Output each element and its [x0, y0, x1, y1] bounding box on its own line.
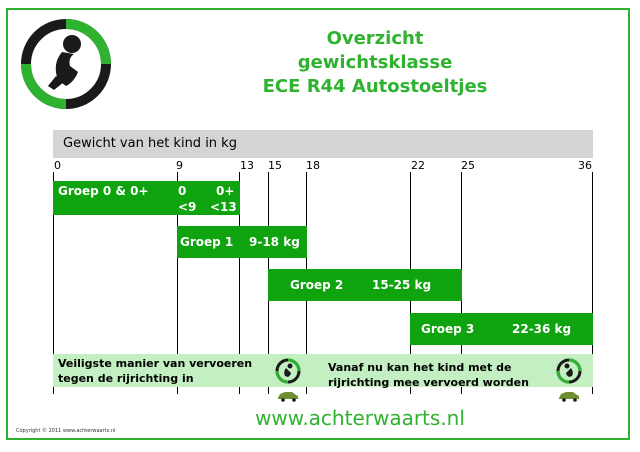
forward-facing-line-1: Vanaf nu kan het kind met de [328, 361, 512, 374]
website-url: www.achterwaarts.nl [255, 406, 465, 430]
group-1-bar [177, 226, 307, 258]
copyright-notice: Copyright © 2011 www.achterwaarts.nl [16, 428, 116, 434]
group-1-name: Groep 1 [180, 235, 234, 249]
group-0-a-top: 0 [178, 184, 187, 198]
tick-13: 13 [240, 159, 254, 172]
group-0-bar [53, 181, 240, 215]
group-3-name: Groep 3 [421, 322, 475, 336]
group-1-range: 9-18 kg [249, 235, 300, 249]
tick-18: 18 [306, 159, 320, 172]
group-2-name: Groep 2 [290, 278, 344, 292]
group-0-name: Groep 0 & 0+ [58, 184, 149, 198]
rear-facing-seat-logo [18, 16, 114, 112]
group-0-b-top: 0+ [216, 184, 235, 198]
title-line-3: ECE R44 Autostoeltjes [262, 76, 488, 97]
forward-facing-icon [555, 357, 583, 385]
rear-facing-line-2: tegen de rijrichting in [58, 372, 194, 385]
tick-15: 15 [268, 159, 282, 172]
group-0-b-bottom: <13 [210, 200, 237, 214]
group-2-range: 15-25 kg [372, 278, 432, 292]
weight-header-label: Gewicht van het kind in kg [63, 136, 237, 151]
tick-0: 0 [54, 159, 61, 172]
tick-22: 22 [411, 159, 425, 172]
car-icon-right [557, 390, 581, 402]
forward-facing-line-2: rijrichting mee vervoerd worden [328, 376, 529, 389]
title-line-1: Overzicht [326, 28, 424, 49]
group-3-bar [410, 313, 593, 345]
tick-36: 36 [578, 159, 592, 172]
tick-9: 9 [176, 159, 183, 172]
tick-25: 25 [461, 159, 475, 172]
group-2-bar [268, 269, 462, 301]
rear-facing-icon [274, 357, 302, 385]
title-line-2: gewichtsklasse [297, 52, 453, 73]
rear-facing-line-1: Veiligste manier van vervoeren [58, 357, 253, 370]
group-3-range: 22-36 kg [512, 322, 572, 336]
car-icon-left [276, 390, 300, 402]
group-0-a-bottom: <9 [178, 200, 197, 214]
